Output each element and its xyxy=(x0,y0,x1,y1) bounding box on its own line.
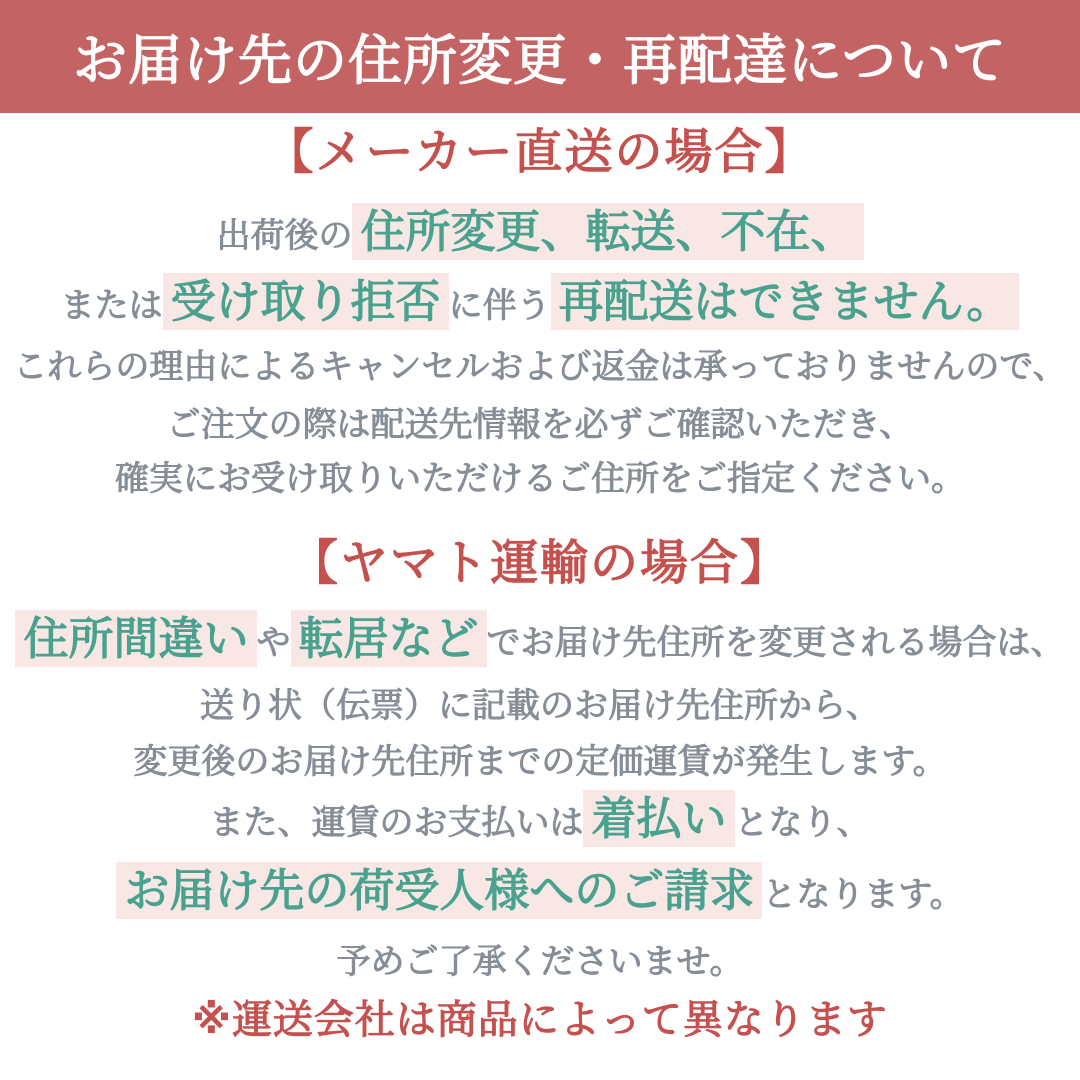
content xyxy=(0,123,1080,984)
text-line xyxy=(0,275,1080,329)
text-line xyxy=(0,205,1080,259)
text-line xyxy=(0,345,1080,389)
body-text: 確実にお受け取りいただけるご住所をご指定ください。 xyxy=(115,460,965,499)
highlighted-text: 着払い xyxy=(583,790,734,847)
body-text: でお届け先住所を変更される場合は、 xyxy=(486,623,1065,662)
text-line xyxy=(0,612,1080,666)
body-text: または xyxy=(60,287,163,325)
text-line xyxy=(0,792,1080,846)
highlighted-text: 再配送はできません。 xyxy=(551,273,1020,330)
body-text: 変更後のお届け先住所までの定価運賃が発生します。 xyxy=(133,742,947,781)
body-text: に伴う xyxy=(448,287,551,325)
body-text: 予めご了承くださいませ。 xyxy=(336,942,744,981)
footer-note: ※運送会社は商品によって異なります xyxy=(192,998,888,1043)
text-line xyxy=(0,940,1080,984)
body-text: 送り状（伝票）に記載のお届け先住所から、 xyxy=(200,686,880,725)
page-title: お届け先の住所変更・再配達について xyxy=(73,31,1007,91)
body-text: ご注文の際は配送先情報を必ずご確認いただき、 xyxy=(166,406,914,445)
highlighted-text: 住所変更、転送、不在、 xyxy=(352,203,863,260)
body-text: となります。 xyxy=(762,875,964,914)
notice-section xyxy=(0,123,1080,502)
body-text: 出荷後の xyxy=(216,217,353,255)
section-heading: 【メーカー直送の場合】 xyxy=(265,126,815,179)
text-line xyxy=(0,684,1080,728)
body-text: となり、 xyxy=(734,803,871,842)
highlighted-text: 転居など xyxy=(291,610,487,667)
text-line xyxy=(0,864,1080,918)
highlighted-text: お届け先の荷受人様へのご請求 xyxy=(116,862,762,919)
body-text: また、運賃のお支払いは xyxy=(209,803,584,842)
text-line xyxy=(0,403,1080,447)
text-line xyxy=(0,457,1080,501)
body-text: や xyxy=(256,623,291,662)
header-banner xyxy=(0,0,1080,113)
body-text: これらの理由によるキャンセルおよび返金は承っておりませんので、 xyxy=(13,348,1067,386)
text-line xyxy=(0,740,1080,784)
highlighted-text: 住所間違い xyxy=(15,610,256,667)
notice-section xyxy=(0,534,1080,985)
section-heading: 【ヤマト運輸の場合】 xyxy=(289,536,790,590)
highlighted-text: 受け取り拒否 xyxy=(163,273,449,330)
